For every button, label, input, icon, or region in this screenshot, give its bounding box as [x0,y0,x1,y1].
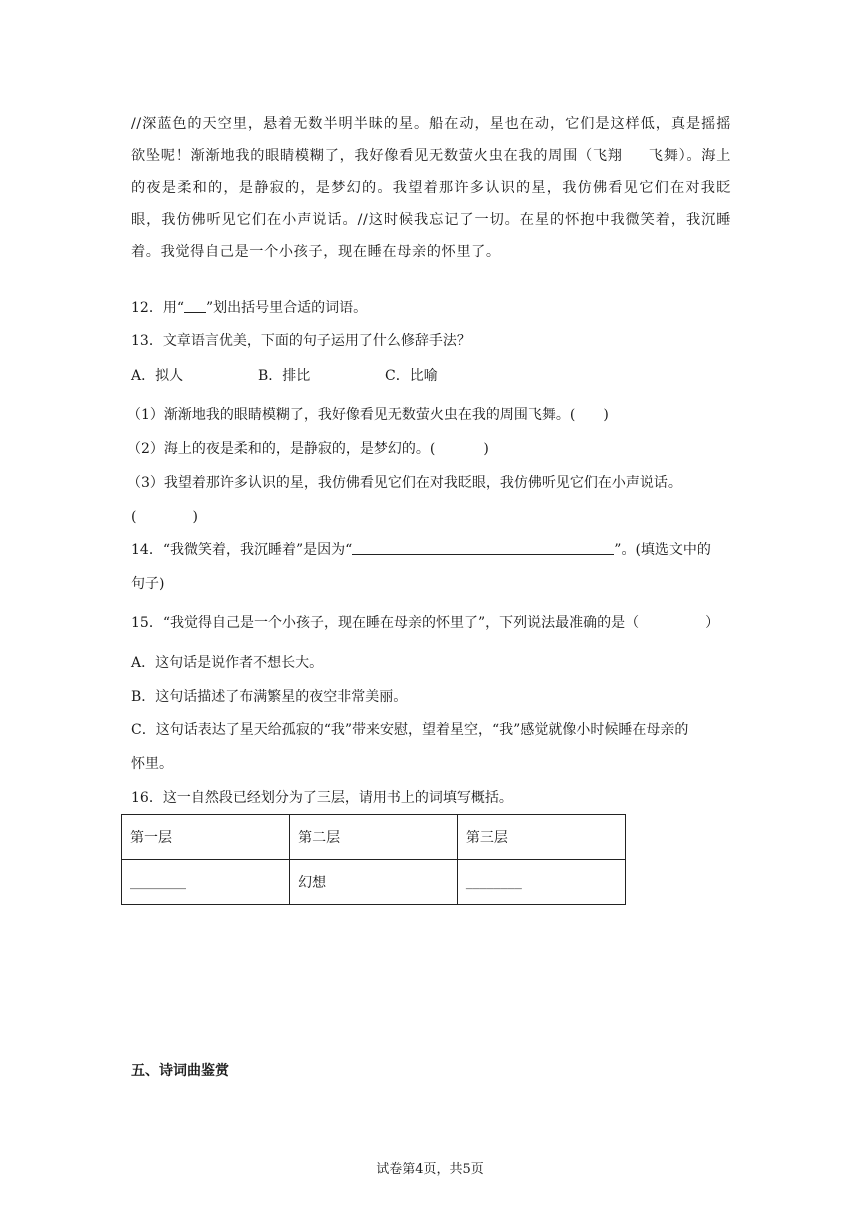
question-13-item-3: （3）我望着那许多认识的星，我仿佛看见它们在对我眨眼，我仿佛听见它们在小声说话。 [127,475,682,491]
question-13-item-2: （2）海上的夜是柔和的，是静寂的，是梦幻的。( ) [127,441,489,457]
table-header-row [122,815,626,860]
question-13-options [131,366,731,386]
reading-passage [131,108,731,268]
table-row [122,860,626,905]
answer-line[interactable] [352,540,614,555]
option-b: B．排比 [258,368,311,384]
underline-sample [184,298,206,313]
table-cell-blank[interactable]: ________ [457,860,625,905]
table-header-cell: 第一层 [122,815,290,860]
question-13-item-1: （1）渐渐地我的眼睛模糊了，我好像看见无数萤火虫在我的周围飞舞。( ) [127,407,609,423]
table-header-cell: 第二层 [290,815,458,860]
option-c: C．比喻 [385,368,438,384]
question-15: 15．“我觉得自己是一个小孩子，现在睡在母亲的怀里了”，下列说法最准确的是（ ） [131,615,720,631]
layers-table [121,814,626,905]
question-15-option-c: C．这句话表达了星天给孤寂的“我”带来安慰，望着星空，“我”感觉就像小时候睡在母亲的 [131,722,689,738]
table-cell-blank[interactable]: ________ [122,860,290,905]
question-15-option-c-line2: 怀里。 [131,756,173,772]
question-13-item-3-answer: ( ) [131,509,198,525]
table-cell: 幻想 [290,860,458,905]
page-footer: 试卷第4页，共5页 [376,1162,484,1177]
question-16: 16．这一自然段已经划分为了三层，请用书上的词填写概括。 [131,790,513,806]
question-13: 13．文章语言优美，下面的句子运用了什么修辞手法？ [131,333,471,349]
passage-text-part2: 飞舞）。海上的夜是柔和的，是静寂的，是梦幻的。我望着那许多认识的星，我仿佛看见它们在对我眨眼，我仿佛听见它们在小声说话。//这时候我忘记了一切。在星的怀抱中我微笑着，我沉睡着。我觉得自己是一个小孩子，现在睡在母亲的怀里了。 [131,148,731,260]
question-12: 12．用“ ”划出括号里合适的词语。 [131,300,368,316]
table-header-cell: 第三层 [457,815,625,860]
question-14: 14．“我微笑着，我沉睡着”是因为“ ”。(填选文中的 [131,542,711,558]
section-title: 五、诗词曲鉴赏 [131,1063,229,1079]
passage-text-part1: //深蓝色的天空里，悬着无数半明半昧的星。船在动，星也在动，它们是这样低，真是摇摇欲坠呢！渐渐地我的眼睛模糊了，我好像看见无数萤火虫在我的周围（飞翔 [131,116,731,164]
question-15-option-b: B．这句话描述了布满繁星的夜空非常美丽。 [131,689,408,705]
question-14-line2: 句子) [131,576,165,592]
question-15-option-a: A．这句话是说作者不想长大。 [131,655,324,671]
option-a: A．拟人 [131,368,184,384]
